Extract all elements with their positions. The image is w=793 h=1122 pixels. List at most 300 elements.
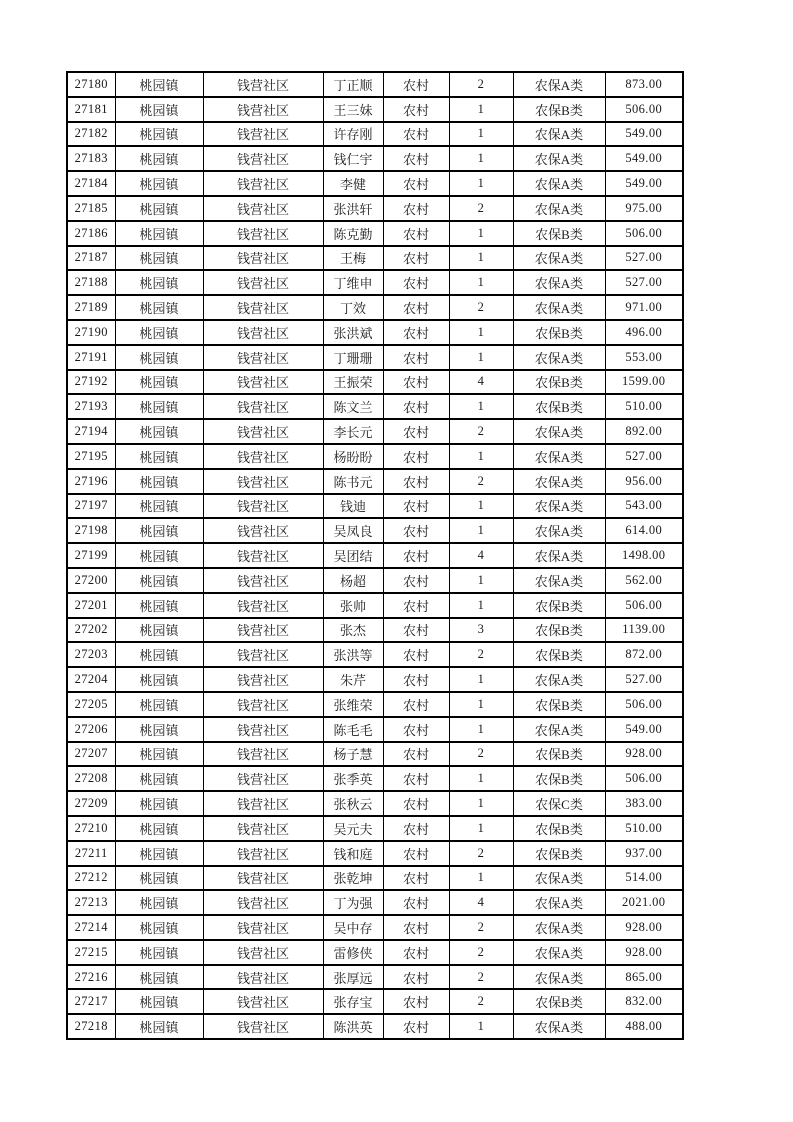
cell-town: 桃园镇 (115, 1014, 203, 1039)
cell-amount: 506.00 (605, 692, 683, 717)
table-row (67, 246, 683, 271)
cell-insurance-category: 农保A类 (513, 469, 605, 494)
cell-amount: 506.00 (605, 766, 683, 791)
cell-person-count: 2 (449, 989, 513, 1014)
cell-record-id: 27206 (67, 717, 115, 742)
table-row (67, 171, 683, 196)
cell-community: 钱营社区 (203, 394, 323, 419)
cell-person-count: 2 (449, 469, 513, 494)
table-row (67, 816, 683, 841)
cell-residence-type: 农村 (383, 444, 449, 469)
cell-insurance-category: 农保B类 (513, 394, 605, 419)
cell-amount: 549.00 (605, 146, 683, 171)
cell-community: 钱营社区 (203, 989, 323, 1014)
cell-record-id: 27184 (67, 171, 115, 196)
cell-person-count: 2 (449, 965, 513, 990)
cell-town: 桃园镇 (115, 196, 203, 221)
cell-town: 桃园镇 (115, 642, 203, 667)
cell-community: 钱营社区 (203, 940, 323, 965)
cell-record-id: 27182 (67, 122, 115, 147)
cell-residence-type: 农村 (383, 965, 449, 990)
cell-community: 钱营社区 (203, 469, 323, 494)
cell-residence-type: 农村 (383, 97, 449, 122)
table-row (67, 122, 683, 147)
cell-person-count: 2 (449, 196, 513, 221)
cell-record-id: 27181 (67, 97, 115, 122)
cell-residence-type: 农村 (383, 742, 449, 767)
cell-amount: 549.00 (605, 122, 683, 147)
cell-town: 桃园镇 (115, 890, 203, 915)
cell-insurance-category: 农保A类 (513, 122, 605, 147)
cell-record-id: 27198 (67, 518, 115, 543)
cell-insurance-category: 农保B类 (513, 221, 605, 246)
cell-insurance-category: 农保A类 (513, 345, 605, 370)
cell-residence-type: 农村 (383, 246, 449, 271)
cell-record-id: 27212 (67, 866, 115, 891)
table-row (67, 1014, 683, 1039)
cell-insurance-category: 农保B类 (513, 692, 605, 717)
cell-residence-type: 农村 (383, 667, 449, 692)
cell-community: 钱营社区 (203, 717, 323, 742)
cell-person-count: 4 (449, 543, 513, 568)
cell-person-count: 2 (449, 72, 513, 97)
cell-community: 钱营社区 (203, 518, 323, 543)
table-row (67, 320, 683, 345)
cell-community: 钱营社区 (203, 97, 323, 122)
cell-record-id: 27196 (67, 469, 115, 494)
cell-residence-type: 农村 (383, 518, 449, 543)
cell-community: 钱营社区 (203, 270, 323, 295)
cell-town: 桃园镇 (115, 295, 203, 320)
cell-person-count: 2 (449, 295, 513, 320)
cell-amount: 892.00 (605, 419, 683, 444)
cell-amount: 2021.00 (605, 890, 683, 915)
cell-community: 钱营社区 (203, 667, 323, 692)
cell-amount: 543.00 (605, 494, 683, 519)
cell-community: 钱营社区 (203, 593, 323, 618)
table-row (67, 494, 683, 519)
cell-person-name: 杨盼盼 (323, 444, 383, 469)
cell-amount: 956.00 (605, 469, 683, 494)
cell-amount: 928.00 (605, 742, 683, 767)
cell-residence-type: 农村 (383, 1014, 449, 1039)
table-row (67, 196, 683, 221)
cell-residence-type: 农村 (383, 841, 449, 866)
cell-community: 钱营社区 (203, 965, 323, 990)
cell-person-count: 1 (449, 692, 513, 717)
cell-insurance-category: 农保B类 (513, 370, 605, 395)
cell-amount: 614.00 (605, 518, 683, 543)
cell-community: 钱营社区 (203, 1014, 323, 1039)
cell-residence-type: 农村 (383, 221, 449, 246)
cell-amount: 496.00 (605, 320, 683, 345)
cell-town: 桃园镇 (115, 568, 203, 593)
cell-record-id: 27190 (67, 320, 115, 345)
cell-person-name: 吴凤良 (323, 518, 383, 543)
cell-residence-type: 农村 (383, 568, 449, 593)
cell-record-id: 27188 (67, 270, 115, 295)
cell-community: 钱营社区 (203, 370, 323, 395)
cell-community: 钱营社区 (203, 543, 323, 568)
cell-person-name: 陈文兰 (323, 394, 383, 419)
table-row (67, 345, 683, 370)
cell-amount: 527.00 (605, 270, 683, 295)
cell-insurance-category: 农保B类 (513, 97, 605, 122)
cell-residence-type: 农村 (383, 642, 449, 667)
cell-record-id: 27187 (67, 246, 115, 271)
cell-record-id: 27218 (67, 1014, 115, 1039)
cell-person-name: 张洪斌 (323, 320, 383, 345)
cell-amount: 549.00 (605, 717, 683, 742)
cell-record-id: 27197 (67, 494, 115, 519)
cell-person-count: 1 (449, 221, 513, 246)
cell-town: 桃园镇 (115, 692, 203, 717)
cell-person-name: 陈克勤 (323, 221, 383, 246)
cell-town: 桃园镇 (115, 989, 203, 1014)
cell-community: 钱营社区 (203, 742, 323, 767)
cell-record-id: 27191 (67, 345, 115, 370)
cell-town: 桃园镇 (115, 940, 203, 965)
cell-community: 钱营社区 (203, 72, 323, 97)
cell-insurance-category: 农保B类 (513, 742, 605, 767)
cell-record-id: 27207 (67, 742, 115, 767)
cell-town: 桃园镇 (115, 97, 203, 122)
cell-person-count: 2 (449, 642, 513, 667)
cell-record-id: 27192 (67, 370, 115, 395)
cell-person-count: 1 (449, 866, 513, 891)
cell-town: 桃园镇 (115, 394, 203, 419)
cell-community: 钱营社区 (203, 171, 323, 196)
cell-town: 桃园镇 (115, 345, 203, 370)
cell-insurance-category: 农保A类 (513, 444, 605, 469)
cell-insurance-category: 农保A类 (513, 171, 605, 196)
cell-person-count: 1 (449, 345, 513, 370)
table-row (67, 841, 683, 866)
cell-amount: 975.00 (605, 196, 683, 221)
cell-residence-type: 农村 (383, 543, 449, 568)
cell-record-id: 27186 (67, 221, 115, 246)
cell-community: 钱营社区 (203, 618, 323, 643)
cell-amount: 506.00 (605, 97, 683, 122)
cell-record-id: 27195 (67, 444, 115, 469)
cell-person-name: 许存刚 (323, 122, 383, 147)
cell-residence-type: 农村 (383, 419, 449, 444)
cell-town: 桃园镇 (115, 270, 203, 295)
cell-person-count: 1 (449, 146, 513, 171)
cell-town: 桃园镇 (115, 320, 203, 345)
cell-insurance-category: 农保A类 (513, 72, 605, 97)
cell-town: 桃园镇 (115, 791, 203, 816)
table-row (67, 370, 683, 395)
cell-insurance-category: 农保B类 (513, 766, 605, 791)
cell-town: 桃园镇 (115, 146, 203, 171)
cell-town: 桃园镇 (115, 419, 203, 444)
cell-residence-type: 农村 (383, 766, 449, 791)
cell-person-count: 1 (449, 766, 513, 791)
cell-person-count: 1 (449, 97, 513, 122)
cell-person-name: 丁维申 (323, 270, 383, 295)
cell-amount: 1139.00 (605, 618, 683, 643)
cell-community: 钱营社区 (203, 295, 323, 320)
cell-insurance-category: 农保A类 (513, 270, 605, 295)
cell-community: 钱营社区 (203, 444, 323, 469)
cell-community: 钱营社区 (203, 345, 323, 370)
cell-town: 桃园镇 (115, 543, 203, 568)
cell-record-id: 27209 (67, 791, 115, 816)
cell-insurance-category: 农保A类 (513, 568, 605, 593)
cell-insurance-category: 农保A类 (513, 1014, 605, 1039)
cell-amount: 832.00 (605, 989, 683, 1014)
cell-community: 钱营社区 (203, 766, 323, 791)
cell-person-name: 张洪等 (323, 642, 383, 667)
cell-town: 桃园镇 (115, 965, 203, 990)
cell-insurance-category: 农保A类 (513, 419, 605, 444)
cell-amount: 506.00 (605, 593, 683, 618)
cell-residence-type: 农村 (383, 989, 449, 1014)
table-row (67, 593, 683, 618)
cell-insurance-category: 农保A类 (513, 295, 605, 320)
cell-residence-type: 农村 (383, 940, 449, 965)
table-row (67, 295, 683, 320)
cell-community: 钱营社区 (203, 246, 323, 271)
cell-person-name: 王三妹 (323, 97, 383, 122)
records-table-body (67, 72, 683, 1039)
cell-residence-type: 农村 (383, 171, 449, 196)
cell-person-count: 2 (449, 419, 513, 444)
cell-amount: 514.00 (605, 866, 683, 891)
cell-community: 钱营社区 (203, 642, 323, 667)
table-row (67, 866, 683, 891)
cell-residence-type: 农村 (383, 469, 449, 494)
cell-person-name: 钱迪 (323, 494, 383, 519)
cell-community: 钱营社区 (203, 692, 323, 717)
cell-person-name: 丁效 (323, 295, 383, 320)
cell-insurance-category: 农保C类 (513, 791, 605, 816)
cell-person-name: 吴团结 (323, 543, 383, 568)
cell-residence-type: 农村 (383, 692, 449, 717)
cell-person-count: 3 (449, 618, 513, 643)
cell-person-count: 1 (449, 246, 513, 271)
cell-residence-type: 农村 (383, 146, 449, 171)
table-row (67, 940, 683, 965)
table-row (67, 742, 683, 767)
cell-community: 钱营社区 (203, 841, 323, 866)
cell-community: 钱营社区 (203, 196, 323, 221)
cell-person-count: 1 (449, 122, 513, 147)
table-row (67, 989, 683, 1014)
cell-person-name: 王梅 (323, 246, 383, 271)
cell-record-id: 27217 (67, 989, 115, 1014)
cell-person-name: 杨超 (323, 568, 383, 593)
cell-town: 桃园镇 (115, 246, 203, 271)
table-row (67, 419, 683, 444)
cell-residence-type: 农村 (383, 494, 449, 519)
cell-person-name: 李长元 (323, 419, 383, 444)
cell-town: 桃园镇 (115, 518, 203, 543)
cell-record-id: 27202 (67, 618, 115, 643)
cell-person-name: 陈毛毛 (323, 717, 383, 742)
cell-insurance-category: 农保B类 (513, 618, 605, 643)
cell-town: 桃园镇 (115, 742, 203, 767)
cell-community: 钱营社区 (203, 866, 323, 891)
cell-insurance-category: 农保A类 (513, 717, 605, 742)
cell-amount: 383.00 (605, 791, 683, 816)
cell-record-id: 27201 (67, 593, 115, 618)
cell-person-name: 丁为强 (323, 890, 383, 915)
table-row (67, 97, 683, 122)
cell-person-name: 陈书元 (323, 469, 383, 494)
table-row (67, 965, 683, 990)
cell-person-count: 1 (449, 394, 513, 419)
cell-amount: 928.00 (605, 915, 683, 940)
cell-record-id: 27214 (67, 915, 115, 940)
cell-person-count: 1 (449, 667, 513, 692)
table-row (67, 72, 683, 97)
cell-town: 桃园镇 (115, 221, 203, 246)
cell-person-name: 陈洪英 (323, 1014, 383, 1039)
cell-person-count: 1 (449, 171, 513, 196)
cell-insurance-category: 农保B类 (513, 320, 605, 345)
cell-record-id: 27204 (67, 667, 115, 692)
cell-person-count: 4 (449, 370, 513, 395)
cell-insurance-category: 农保A类 (513, 890, 605, 915)
cell-record-id: 27200 (67, 568, 115, 593)
cell-amount: 527.00 (605, 667, 683, 692)
cell-record-id: 27210 (67, 816, 115, 841)
table-row (67, 146, 683, 171)
table-row (67, 568, 683, 593)
cell-residence-type: 农村 (383, 270, 449, 295)
cell-amount: 873.00 (605, 72, 683, 97)
cell-record-id: 27185 (67, 196, 115, 221)
cell-residence-type: 农村 (383, 618, 449, 643)
cell-person-count: 1 (449, 270, 513, 295)
cell-person-count: 1 (449, 717, 513, 742)
cell-person-name: 钱和庭 (323, 841, 383, 866)
cell-person-name: 张杰 (323, 618, 383, 643)
table-row (67, 915, 683, 940)
cell-person-count: 1 (449, 568, 513, 593)
cell-town: 桃园镇 (115, 494, 203, 519)
cell-insurance-category: 农保B类 (513, 816, 605, 841)
cell-amount: 562.00 (605, 568, 683, 593)
cell-record-id: 27194 (67, 419, 115, 444)
cell-record-id: 27199 (67, 543, 115, 568)
cell-person-count: 2 (449, 940, 513, 965)
table-row (67, 618, 683, 643)
cell-town: 桃园镇 (115, 469, 203, 494)
table-row (67, 394, 683, 419)
cell-amount: 506.00 (605, 221, 683, 246)
cell-person-name: 杨子慧 (323, 742, 383, 767)
cell-town: 桃园镇 (115, 841, 203, 866)
cell-community: 钱营社区 (203, 221, 323, 246)
table-row (67, 221, 683, 246)
cell-town: 桃园镇 (115, 766, 203, 791)
table-row (67, 890, 683, 915)
cell-community: 钱营社区 (203, 320, 323, 345)
cell-residence-type: 农村 (383, 866, 449, 891)
cell-residence-type: 农村 (383, 890, 449, 915)
cell-person-name: 丁珊珊 (323, 345, 383, 370)
table-row (67, 791, 683, 816)
cell-person-count: 2 (449, 915, 513, 940)
cell-residence-type: 农村 (383, 295, 449, 320)
cell-residence-type: 农村 (383, 394, 449, 419)
cell-town: 桃园镇 (115, 593, 203, 618)
cell-insurance-category: 农保A类 (513, 196, 605, 221)
cell-town: 桃园镇 (115, 171, 203, 196)
cell-person-count: 1 (449, 444, 513, 469)
cell-residence-type: 农村 (383, 593, 449, 618)
cell-person-name: 雷修侠 (323, 940, 383, 965)
cell-amount: 510.00 (605, 816, 683, 841)
table-row (67, 270, 683, 295)
cell-town: 桃园镇 (115, 370, 203, 395)
cell-record-id: 27189 (67, 295, 115, 320)
cell-person-name: 张存宝 (323, 989, 383, 1014)
cell-record-id: 27180 (67, 72, 115, 97)
cell-residence-type: 农村 (383, 345, 449, 370)
cell-amount: 527.00 (605, 444, 683, 469)
cell-person-name: 张季英 (323, 766, 383, 791)
cell-amount: 872.00 (605, 642, 683, 667)
cell-insurance-category: 农保A类 (513, 543, 605, 568)
cell-person-count: 1 (449, 1014, 513, 1039)
cell-record-id: 27205 (67, 692, 115, 717)
cell-town: 桃园镇 (115, 72, 203, 97)
cell-record-id: 27203 (67, 642, 115, 667)
cell-record-id: 27213 (67, 890, 115, 915)
table-row (67, 444, 683, 469)
cell-amount: 971.00 (605, 295, 683, 320)
cell-community: 钱营社区 (203, 890, 323, 915)
cell-person-name: 吴元夫 (323, 816, 383, 841)
cell-residence-type: 农村 (383, 370, 449, 395)
cell-person-name: 张厚远 (323, 965, 383, 990)
cell-insurance-category: 农保A类 (513, 940, 605, 965)
cell-record-id: 27193 (67, 394, 115, 419)
cell-insurance-category: 农保A类 (513, 965, 605, 990)
cell-community: 钱营社区 (203, 419, 323, 444)
cell-insurance-category: 农保A类 (513, 494, 605, 519)
cell-town: 桃园镇 (115, 618, 203, 643)
cell-amount: 553.00 (605, 345, 683, 370)
cell-person-name: 张秋云 (323, 791, 383, 816)
cell-record-id: 27183 (67, 146, 115, 171)
cell-community: 钱营社区 (203, 791, 323, 816)
cell-amount: 928.00 (605, 940, 683, 965)
cell-person-name: 张乾坤 (323, 866, 383, 891)
cell-residence-type: 农村 (383, 320, 449, 345)
cell-residence-type: 农村 (383, 915, 449, 940)
cell-person-count: 1 (449, 791, 513, 816)
cell-person-name: 张维荣 (323, 692, 383, 717)
cell-amount: 488.00 (605, 1014, 683, 1039)
cell-insurance-category: 农保A类 (513, 518, 605, 543)
cell-insurance-category: 农保A类 (513, 146, 605, 171)
cell-person-count: 4 (449, 890, 513, 915)
cell-person-name: 吴中存 (323, 915, 383, 940)
records-table (66, 71, 684, 1040)
table-row (67, 667, 683, 692)
cell-community: 钱营社区 (203, 146, 323, 171)
cell-person-count: 1 (449, 816, 513, 841)
cell-residence-type: 农村 (383, 717, 449, 742)
cell-amount: 937.00 (605, 841, 683, 866)
cell-amount: 527.00 (605, 246, 683, 271)
cell-person-count: 1 (449, 593, 513, 618)
